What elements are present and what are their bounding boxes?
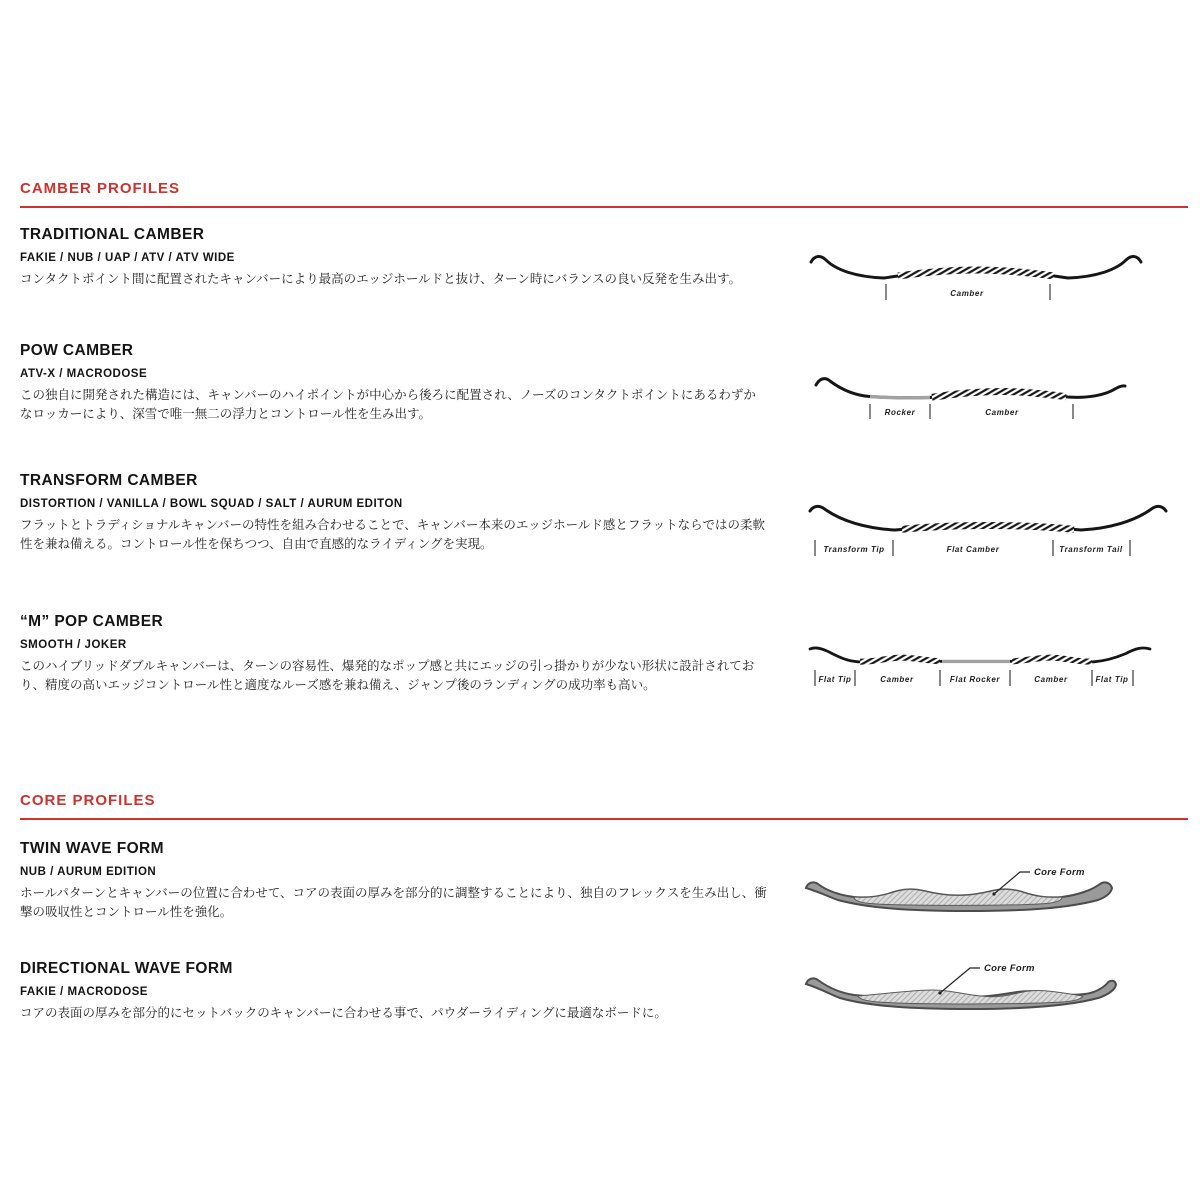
entry-transform-camber bbox=[20, 472, 768, 555]
section-divider bbox=[20, 818, 1188, 820]
entry-description: この独自に開発された構造には、キャンバーのハイポイントが中心から後ろに配置され、ノーズのコンタクトポイントにあるわずかなロッカーにより、深雪で唯一無二の浮力とコントロール性を生み出す。 bbox=[20, 388, 756, 422]
entry-models: FAKIE / MACRODOSE bbox=[20, 986, 148, 998]
entry-models: NUB / AURUM EDITION bbox=[20, 866, 157, 878]
entry-description: コンタクトポイント間に配置されたキャンバーにより最高のエッジホールドと抜け、ターン時にバランスの良い反発を生み出す。 bbox=[20, 272, 742, 286]
zone-label-camber: Camber bbox=[985, 408, 1019, 417]
zone-label-rocker: Rocker bbox=[884, 408, 916, 417]
entry-description: フラットとトラディショナルキャンバーの特性を組み合わせることで、キャンバー本来のエッジホールド感とフラットならではの柔軟性を兼ね備える。コントロール性を保ちつつ、自由で直感的なライディングを実現。 bbox=[20, 518, 766, 552]
camber-hatch bbox=[932, 392, 1066, 398]
diagram-transform-camber bbox=[790, 498, 1190, 560]
zone-label-transform-tip: Transform Tip bbox=[823, 545, 885, 554]
entry-description: ホールパターンとキャンバーの位置に合わせて、コアの表面の厚みを部分的に調整することにより、独自のフレックスを生み出し、衝撃の吸収性とコントロール性を強化。 bbox=[20, 886, 767, 920]
rocker-segment bbox=[870, 397, 930, 398]
flat-camber-hatch bbox=[902, 526, 1074, 530]
diagram-directional-wave-form bbox=[798, 946, 1138, 1018]
entry-title: DIRECTIONAL WAVE FORM bbox=[20, 960, 233, 977]
core-form-region bbox=[858, 990, 1083, 1004]
entry-description: コアの表面の厚みを部分的にセットバックのキャンバーに合わせる事で、パウダーライディングに最適なボードに。 bbox=[20, 1006, 667, 1020]
zone-label-flat-camber: Flat Camber bbox=[946, 545, 1000, 554]
diagram-twin-wave-form bbox=[798, 852, 1138, 924]
core-form-region bbox=[854, 889, 1062, 905]
entry-twin-wave-form bbox=[20, 840, 768, 923]
zone-label-flat-tip-right: Flat Tip bbox=[1095, 675, 1129, 684]
camber-hatch bbox=[898, 270, 1054, 276]
entry-models: FAKIE / NUB / UAP / ATV / ATV WIDE bbox=[20, 252, 235, 264]
zone-label-camber-right: Camber bbox=[1034, 675, 1068, 684]
core-form-label: Core Form bbox=[984, 963, 1035, 974]
camber-hatch-left bbox=[860, 658, 940, 662]
entry-models: ATV-X / MACRODOSE bbox=[20, 368, 148, 380]
section-divider bbox=[20, 206, 1188, 208]
entry-models: SMOOTH / JOKER bbox=[20, 639, 127, 651]
section-title-core-profiles: CORE PROFILES bbox=[20, 792, 156, 809]
entry-title: POW CAMBER bbox=[20, 342, 134, 359]
entry-description: このハイブリッドダブルキャンバーは、ターンの容易性、爆発的なポップ感と共にエッジの引っ掛かりが少ない形状に設計されており、精度の高いエッジコントロール性と適度なルーズ感を兼ね備え、ジャンプ後のランディングの成功率も高い。 bbox=[20, 659, 755, 693]
zone-label-transform-tail: Transform Tail bbox=[1059, 545, 1123, 554]
entry-pow-camber bbox=[20, 342, 768, 425]
leader-line bbox=[940, 968, 980, 993]
section-title-camber-profiles: CAMBER PROFILES bbox=[20, 180, 181, 197]
zone-label-flat-rocker: Flat Rocker bbox=[949, 675, 1001, 684]
camber-hatch-right bbox=[1012, 658, 1092, 662]
diagram-traditional-camber bbox=[806, 246, 1146, 304]
core-form-label: Core Form bbox=[1034, 867, 1085, 878]
entry-title: “M” POP CAMBER bbox=[20, 613, 164, 630]
diagram-m-pop-camber bbox=[790, 642, 1190, 694]
entry-title: TRADITIONAL CAMBER bbox=[20, 226, 205, 243]
entry-directional-wave-form bbox=[20, 960, 768, 1023]
entry-models: DISTORTION / VANILLA / BOWL SQUAD / SALT / AURUM EDITON bbox=[20, 498, 403, 510]
entry-m-pop-camber bbox=[20, 613, 768, 696]
diagram-pow-camber bbox=[812, 364, 1142, 422]
entry-title: TWIN WAVE FORM bbox=[20, 840, 164, 857]
entry-title: TRANSFORM CAMBER bbox=[20, 472, 198, 489]
zone-label-camber: Camber bbox=[950, 289, 984, 298]
zone-label-flat-tip-left: Flat Tip bbox=[818, 675, 852, 684]
zone-label-camber-left: Camber bbox=[880, 675, 914, 684]
entry-traditional-camber bbox=[20, 226, 768, 289]
